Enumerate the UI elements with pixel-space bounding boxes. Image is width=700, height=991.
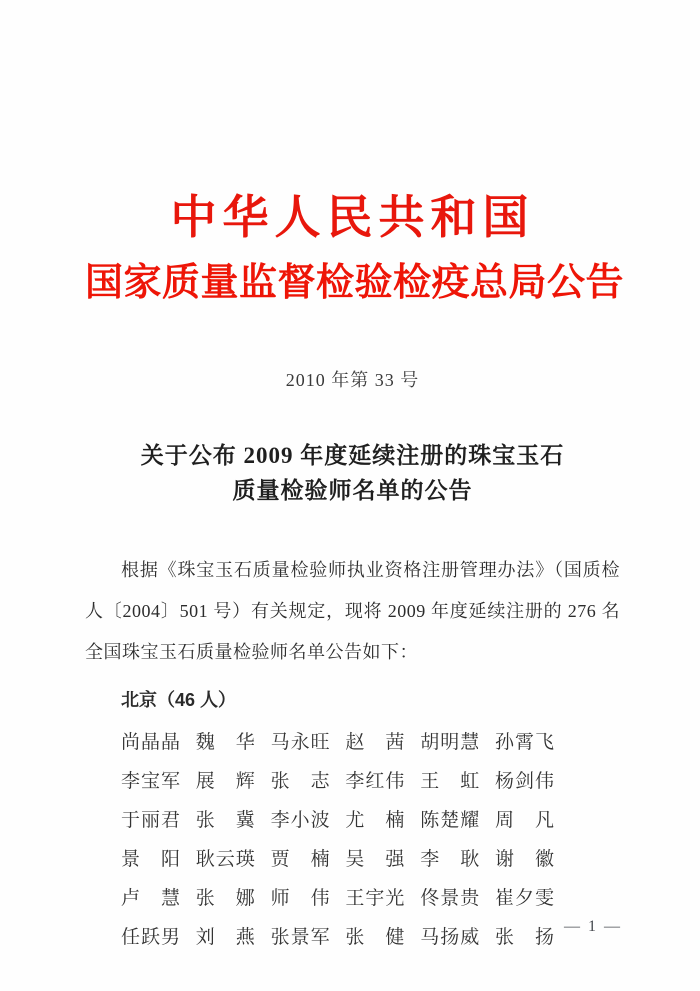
name-entry: 孙霄飞 xyxy=(494,732,555,753)
name-entry: 张 冀 xyxy=(195,810,256,831)
name-entry: 张 健 xyxy=(345,927,406,948)
name-entry: 师 伟 xyxy=(270,888,331,909)
name-entry: 张景军 xyxy=(270,927,331,948)
name-entry: 张 扬 xyxy=(494,927,555,948)
name-entry: 张 娜 xyxy=(195,888,256,909)
document-number: 2010 年第 33 号 xyxy=(285,370,420,390)
name-entry: 魏 华 xyxy=(195,732,256,753)
name-entry: 陈楚耀 xyxy=(420,810,481,831)
agency-announcement-title: 国家质量监督检验检疫总局公告 xyxy=(85,262,625,304)
name-entry: 任跃男 xyxy=(121,927,182,948)
body-paragraph: 根据《珠宝玉石质量检验师执业资格注册管理办法》（国质检人〔2004〕501 号）有关规定，现将 2009 年度延续注册的 276 名全国珠宝玉石质量检验师名单公告如下： xyxy=(85,560,620,662)
region-header-beijing: 北京（46 人） xyxy=(121,690,237,710)
name-entry: 李宝军 xyxy=(121,771,182,792)
name-entry: 贾 楠 xyxy=(270,849,331,870)
name-entry: 马扬威 xyxy=(420,927,481,948)
name-entry: 王宇光 xyxy=(345,888,406,909)
name-entry: 李 耿 xyxy=(420,849,481,870)
name-entry: 卢 慧 xyxy=(121,888,182,909)
name-row xyxy=(121,838,555,877)
announcement-heading-line1: 关于公布 2009 年度延续注册的珠宝玉石 xyxy=(140,443,565,468)
name-entry: 刘 燕 xyxy=(195,927,256,948)
name-entry: 张 志 xyxy=(270,771,331,792)
name-entry: 吴 强 xyxy=(345,849,406,870)
name-row xyxy=(121,760,555,799)
name-entry: 马永旺 xyxy=(270,732,331,753)
announcement-heading xyxy=(85,438,620,508)
country-title: 中华人民共和国 xyxy=(170,192,535,243)
name-entry: 李红伟 xyxy=(345,771,406,792)
name-entry: 于丽君 xyxy=(121,810,182,831)
page-number: — 1 — xyxy=(564,918,622,935)
name-entry: 胡明慧 xyxy=(420,732,481,753)
name-entry: 谢 徽 xyxy=(494,849,555,870)
name-entry: 佟景贵 xyxy=(420,888,481,909)
name-list xyxy=(85,721,555,955)
name-entry: 崔夕雯 xyxy=(494,888,555,909)
name-row xyxy=(121,799,555,838)
name-row xyxy=(121,916,555,955)
name-row xyxy=(121,877,555,916)
name-entry: 赵 茜 xyxy=(345,732,406,753)
name-entry: 耿云瑛 xyxy=(195,849,256,870)
name-row xyxy=(121,721,555,760)
name-entry: 尚晶晶 xyxy=(121,732,182,753)
name-entry: 景 阳 xyxy=(121,849,182,870)
document-content xyxy=(85,0,625,955)
announcement-heading-line2: 质量检验师名单的公告 xyxy=(232,478,473,503)
name-entry: 王 虹 xyxy=(420,771,481,792)
name-entry: 周 凡 xyxy=(494,810,555,831)
name-entry: 杨剑伟 xyxy=(494,771,555,792)
name-entry: 尤 楠 xyxy=(345,810,406,831)
name-entry: 展 辉 xyxy=(195,771,256,792)
name-entry: 李小波 xyxy=(270,810,331,831)
